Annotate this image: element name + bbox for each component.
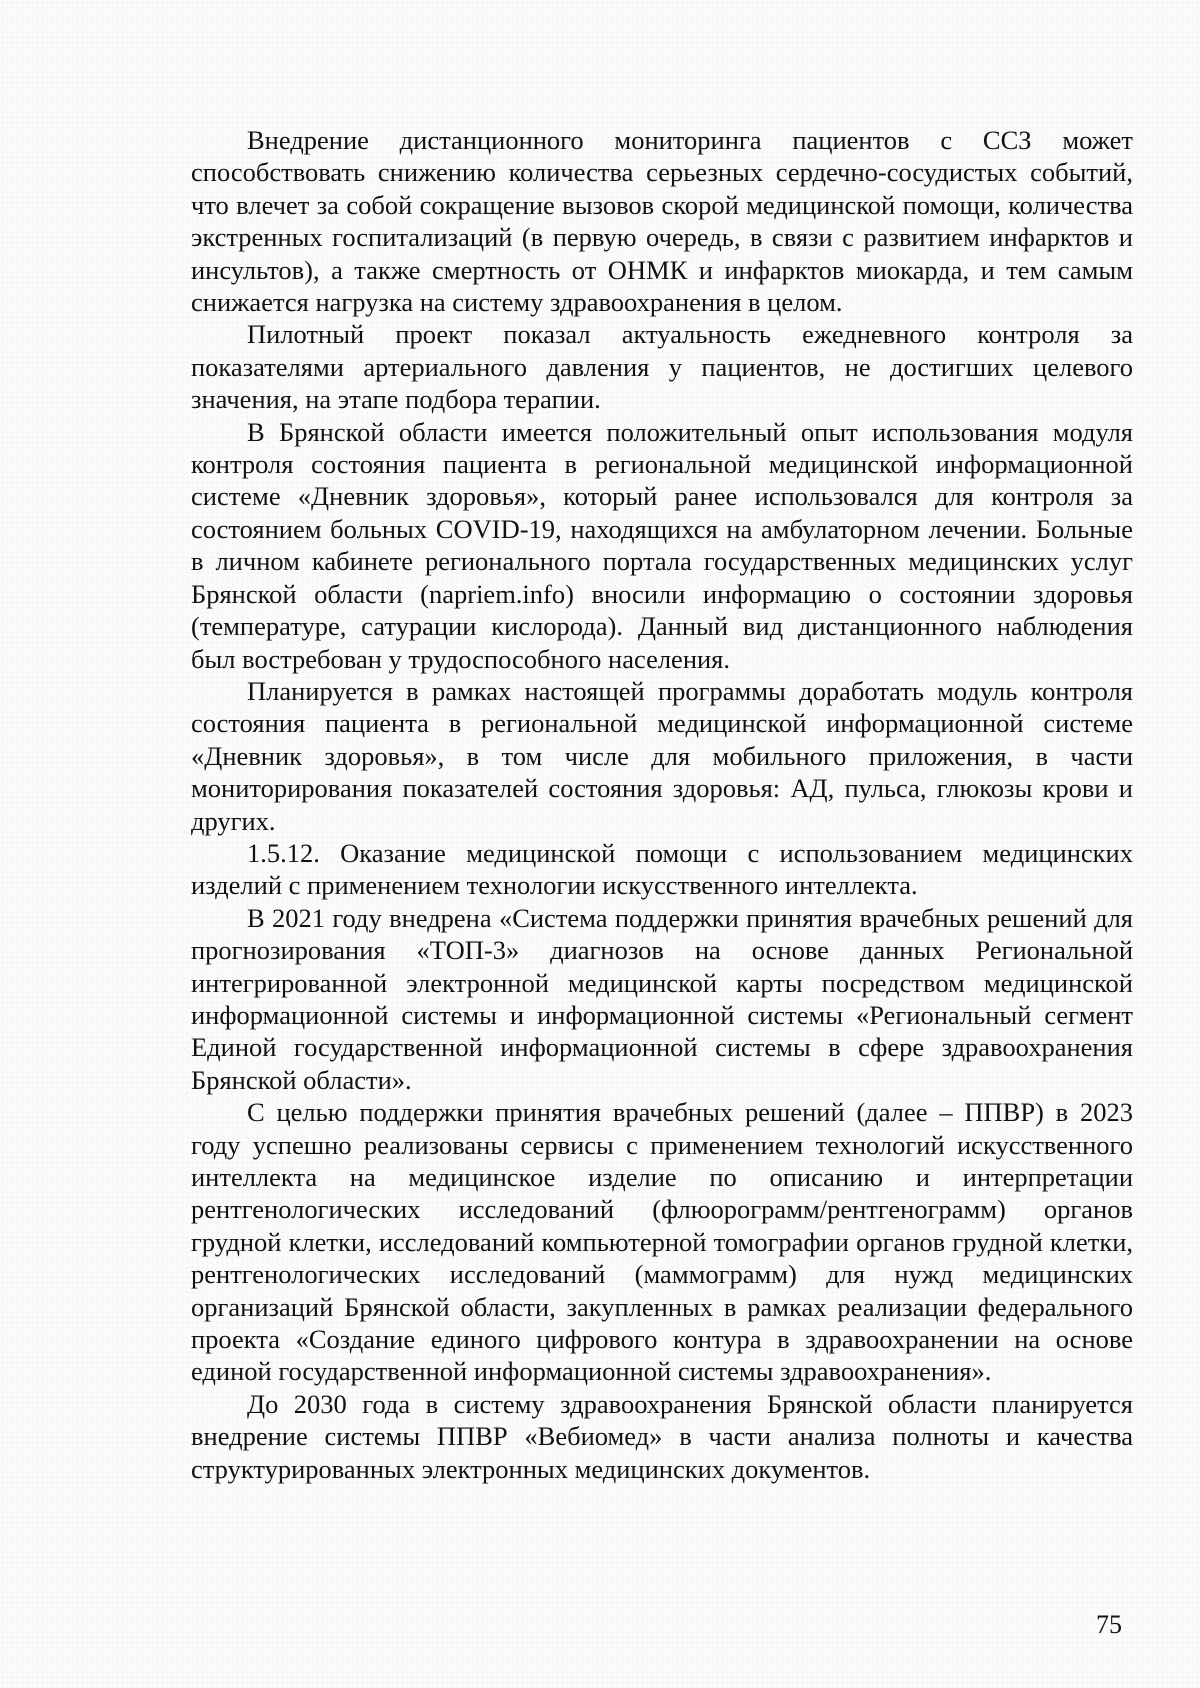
- paragraph-health-diary-experience: В Брянской области имеется положительный опыт использования модуля контроля состояния пациента в региональной медицинской информационной системе «Дневник здоровья», который ранее использовался для контроля за состоянием больных COVID-19, находящихся на амбулаторном лечении. Больные в личном кабинете регионального портала государственных медицинских услуг Брянской области (napriem.info) вносили информацию о состоянии здоровья (температуре, сатурации кислорода). Данный вид дистанционного наблюдения был востребован у трудоспособного населения.: [191, 416, 1133, 674]
- paragraph-remote-monitoring-benefits: Внедрение дистанционного мониторинга пациентов с ССЗ может способствовать снижению количества серьезных сердечно-сосудистых событий, что влечет за собой сокращение вызовов скорой медицинской помощи, количества экстренных госпитализаций (в первую очередь, в связи с развитием инфарктов и инсультов), а также смертность от ОНМК и инфарктов миокарда, и тем самым снижается нагрузка на систему здравоохранения в целом.: [191, 125, 1133, 318]
- paragraph-ai-services: С целью поддержки принятия врачебных решений (далее – ППВР) в 2023 году успешно реализованы сервисы с применением технологий искусственного интеллекта на медицинское изделие по описанию и интерпретации рентгенологических исследований (флюорограмм/рентгенограмм) органов грудной клетки, исследований компьютерной томографии органов грудной клетки, рентгенологических исследований (маммограмм) для нужд медицинских организаций Брянской области, закупленных в рамках реализации федерального проекта «Создание единого цифрового контура в здравоохранении на основе единой государственной информационной системы здравоохранения».: [191, 1097, 1133, 1387]
- paragraph-pilot-project: Пилотный проект показал актуальность ежедневного контроля за показателями артериального давления у пациентов, не достигших целевого значения, на этапе подбора терапии.: [191, 319, 1133, 415]
- page-number: 75: [1096, 1610, 1122, 1639]
- section-heading-1-5-12: 1.5.12. Оказание медицинской помощи с использованием медицинских изделий с применением технологии искусственного интеллекта.: [191, 837, 1133, 901]
- paragraph-top3-system: В 2021 году внедрена «Система поддержки принятия врачебных решений для прогнозирования «ТОП-3» диагнозов на основе данных Региональной интегрированной электронной медицинской карты посредством медицинской информационной системы и информационной системы «Региональный сегмент Единой государственной информационной системы в сфере здравоохранения Брянской области».: [191, 902, 1133, 1095]
- body-text: [191, 124, 1133, 1485]
- paragraph-webiomed-plan: До 2030 года в систему здравоохранения Брянской области планируется внедрение системы ППВР «Вебиомед» в части анализа полноты и качества структурированных электронных медицинских документов.: [191, 1388, 1133, 1484]
- paragraph-module-development-plan: Планируется в рамках настоящей программы доработать модуль контроля состояния пациента в региональной медицинской информационной системе «Дневник здоровья», в том числе для мобильного приложения, в части мониторирования показателей состояния здоровья: АД, пульса, глюкозы крови и других.: [191, 675, 1133, 836]
